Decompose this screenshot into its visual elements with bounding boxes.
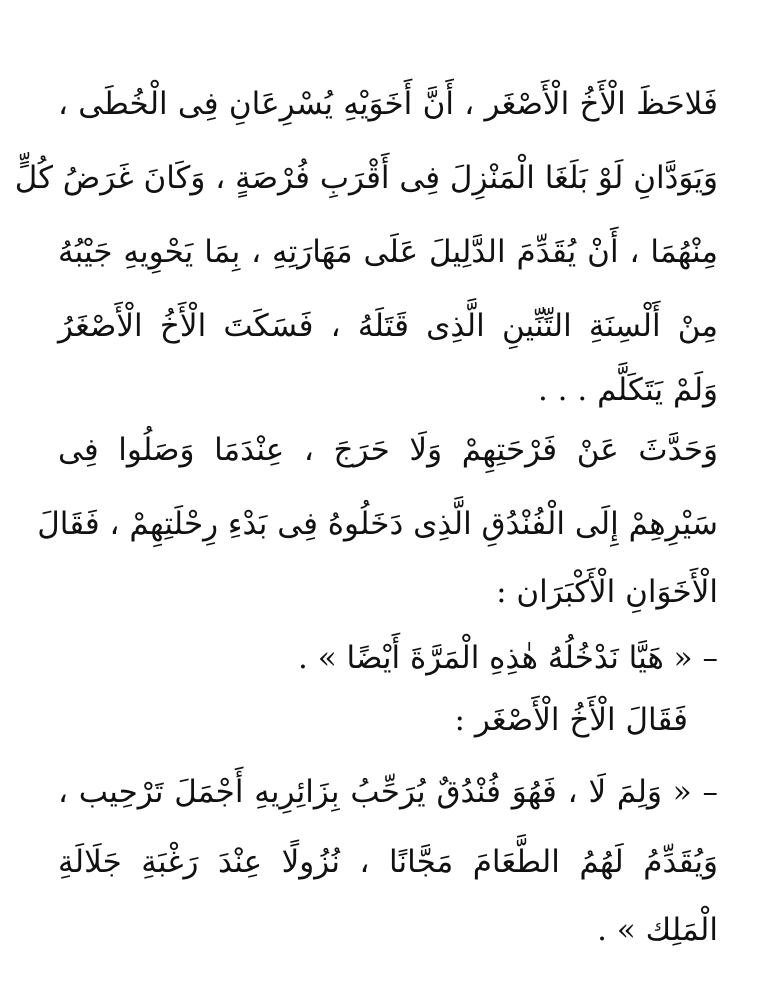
text-line-13: الْمَلِك » . — [597, 912, 718, 948]
text-line-7: سَيْرِهِمْ إِلَى الْفُنْدُقِ الَّذِى دَخَلُوهُ فِى بَدْءِ رِحْلَتِهِمْ ، فَقَالَ — [37, 506, 718, 542]
text-line-4: مِنْ أَلْسِنَةِ التِّنِّينِ الَّذِى قَتَلَهُ ، فَسَكَتَ الْأَخُ الْأَصْغَرُ — [58, 308, 718, 344]
text-line-6: وَحَدَّثَ عَنْ فَرْحَتِهِمْ وَلَا حَرَجَ ، عِنْدَمَا وَصَلُوا فِى — [58, 432, 718, 468]
text-line-12: وَيُقَدِّمُ لَهُمُ الطَّعَامَ مَجَّانًا ، نُزُولًا عِنْدَ رَغْبَةِ جَلَالَةِ — [58, 844, 718, 880]
text-line-10: فَقَالَ الْأَخُ الْأَصْغَر : — [454, 702, 688, 738]
text-line-1: فَلاحَظَ الْأَخُ الْأَصْغَر ، أَنَّ أَخَوَيْهِ يُسْرِعَانِ فِى الْخُطَى ، — [58, 86, 718, 122]
text-line-8: الْأَخَوَانِ الْأَكْبَرَان : — [496, 574, 718, 610]
text-line-11: – « وَلِمَ لَا ، فَهُوَ فُنْدُقٌ يُرَحِّبُ بِزَائِرِيهِ أَجْمَلَ تَرْحِيب ، — [58, 774, 718, 810]
text-line-2: وَيَوَدَّانِ لَوْ بَلَغَا الْمَنْزِلَ فِى أَقْرَبِ فُرْصَةٍ ، وَكَانَ غَرَضُ كُلٍّ — [14, 160, 718, 196]
text-line-3: مِنْهُمَا ، أَنْ يُقَدِّمَ الدَّلِيلَ عَلَى مَهَارَتِهِ ، بِمَا يَحْوِيهِ جَيْبُهُ — [58, 234, 718, 270]
text-line-9: – « هَيَّا نَدْخُلُهُ هٰذِهِ الْمَرَّةَ أَيْضًا » . — [298, 640, 718, 676]
text-line-5: وَلَمْ يَتَكَلَّم . . . — [537, 372, 718, 408]
